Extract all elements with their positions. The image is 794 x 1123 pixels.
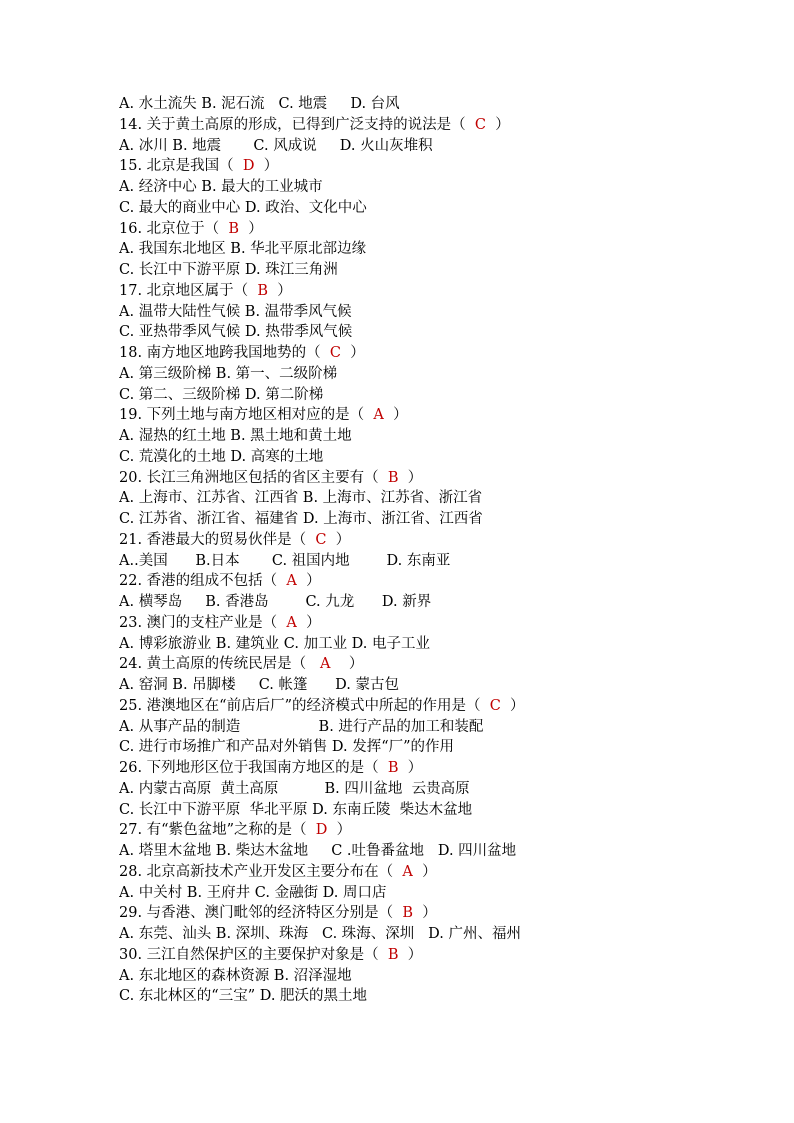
question-line: [119, 654, 759, 675]
question-line: [119, 696, 759, 717]
option-line: [119, 779, 759, 800]
option-line: [119, 717, 759, 738]
option-line: [119, 177, 759, 198]
option-line: [119, 737, 759, 758]
question-bracket: ）: [486, 116, 510, 133]
question-bracket: ）: [326, 531, 351, 548]
option-line: [119, 426, 759, 447]
question-bracket: ）: [500, 697, 525, 714]
answer-letter: B: [387, 946, 399, 963]
answer-letter: A: [373, 407, 384, 424]
question-line: [119, 862, 759, 883]
question-bracket: ）: [239, 220, 263, 237]
option-line: [119, 198, 759, 219]
answer-letter: B: [402, 905, 414, 922]
question-line: [119, 571, 759, 592]
option-text: C. 最大的商业中心 D. 政治、文化中心: [119, 199, 367, 216]
option-text: A. 中关村 B. 王府井 C. 金融街 D. 周口店: [119, 884, 387, 901]
option-text: A. 冰川 B. 地震 C. 风成说 D. 火山灰堆积: [119, 137, 433, 154]
option-line: [119, 966, 759, 987]
option-line: [119, 322, 759, 343]
question-bracket: ）: [413, 905, 437, 922]
option-line: [119, 488, 759, 509]
option-line: [119, 883, 759, 904]
answer-letter: C: [474, 116, 486, 133]
option-text: A. 横琴岛 B. 香港岛 C. 九龙 D. 新界: [119, 594, 432, 610]
question-bracket: ）: [296, 614, 321, 631]
answer-letter: A: [402, 863, 413, 880]
question-text: 20. 长江三角洲地区包括的省区主要有（: [119, 469, 388, 486]
answer-letter: D: [315, 822, 328, 839]
question-text: 28. 北京高新技术产业开发区主要分布在（: [119, 863, 403, 880]
question-line: [119, 156, 759, 177]
option-line: [119, 800, 759, 821]
question-bracket: ）: [398, 760, 423, 776]
answer-letter: D: [242, 158, 255, 175]
question-bracket: ）: [398, 946, 423, 963]
question-text: 15. 北京是我国（: [119, 158, 243, 175]
answer-letter: A: [320, 656, 331, 673]
question-line: [119, 903, 759, 924]
option-text: A. 经济中心 B. 最大的工业城市: [119, 179, 323, 195]
option-line: [119, 924, 759, 945]
question-line: [119, 820, 759, 841]
question-bracket: ）: [268, 282, 292, 299]
option-text: C. 亚热带季风气候 D. 热带季风气候: [119, 324, 353, 341]
question-text: 23. 澳门的支柱产业是（: [119, 614, 287, 631]
option-line: [119, 239, 759, 260]
question-text: 29. 与香港、澳门毗邻的经济特区分别是（: [119, 905, 403, 922]
option-text: A. 博彩旅游业 B. 建筑业 C. 加工业 D. 电子工业: [119, 635, 431, 652]
question-line: [119, 758, 759, 779]
question-bracket: ）: [412, 863, 437, 880]
option-line: [119, 986, 759, 1007]
question-text: 18. 南方地区地跨我国地势的（: [119, 345, 330, 361]
question-line: [119, 219, 759, 240]
option-text: C. 荒漠化的土地 D. 高寒的土地: [119, 448, 324, 465]
answer-letter: A: [286, 614, 297, 631]
question-text: 16. 北京位于（: [119, 220, 229, 237]
option-text: A. 从事产品的制造 B. 进行产品的加工和装配: [119, 718, 484, 735]
question-text: 19. 下列土地与南方地区相对应的是（: [119, 407, 374, 424]
option-line: [119, 841, 759, 862]
option-text: A. 东莞、汕头 B. 深圳、珠海 C. 珠海、深圳 D. 广州、福州: [119, 926, 521, 942]
question-bracket: ）: [383, 407, 408, 424]
option-text: A. 湿热的红土地 B. 黑土地和黄土地: [119, 428, 352, 444]
option-line: [119, 136, 759, 157]
question-bracket: ）: [341, 345, 365, 361]
question-line: [119, 343, 759, 364]
answer-letter: B: [257, 282, 269, 299]
question-text: 24. 黄土高原的传统民居是（: [119, 656, 320, 673]
option-text: A..美国 B.日本 C. 祖国内地 D. 东南亚: [119, 552, 451, 569]
option-text: A. 东北地区的森林资源 B. 沼泽湿地: [119, 967, 352, 984]
option-text: A. 我国东北地区 B. 华北平原北部边缘: [119, 241, 367, 258]
option-text: A. 塔里木盆地 B. 柴达木盆地 C .吐鲁番盆地 D. 四川盆地: [119, 843, 517, 859]
question-text: 26. 下列地形区位于我国南方地区的是（: [119, 760, 388, 776]
question-text: 30. 三江自然保护区的主要保护对象是（: [119, 946, 388, 963]
option-text: A. 内蒙古高原 黄土高原 B. 四川盆地 云贵高原: [119, 780, 470, 797]
option-text: C. 长江中下游平原 D. 珠江三角洲: [119, 262, 338, 278]
option-line: [119, 260, 759, 281]
answer-letter: B: [387, 469, 399, 486]
option-text: A. 水土流失 B. 泥石流 C. 地震 D. 台风: [119, 96, 400, 112]
option-line: [119, 592, 759, 613]
question-bracket: ）: [327, 822, 352, 839]
answer-letter: B: [228, 220, 240, 237]
option-text: C. 长江中下游平原 华北平原 D. 东南丘陵 柴达木盆地: [119, 801, 473, 818]
question-text: 27. 有“紫色盆地”之称的是（: [119, 822, 316, 839]
option-line: [119, 509, 759, 530]
option-text: C. 进行市场推广和产品对外销售 D. 发挥“厂”的作用: [119, 739, 455, 756]
question-text: 21. 香港最大的贸易伙伴是（: [119, 531, 316, 548]
question-line: [119, 115, 759, 136]
option-line: [119, 302, 759, 323]
question-text: 17. 北京地区属于（: [119, 282, 258, 299]
question-bracket: ）: [398, 469, 423, 486]
question-line: [119, 405, 759, 426]
question-line: [119, 468, 759, 489]
question-line: [119, 530, 759, 551]
option-line: [119, 447, 759, 468]
question-text: 14. 关于黄土高原的形成，已得到广泛支持的说法是（: [119, 116, 475, 133]
option-line: [119, 94, 759, 115]
question-line: [119, 945, 759, 966]
option-line: [119, 675, 759, 696]
question-line: [119, 613, 759, 634]
option-line: [119, 634, 759, 655]
answer-letter: C: [489, 697, 501, 714]
option-text: A. 窑洞 B. 吊脚楼 C. 帐篷 D. 蒙古包: [119, 677, 399, 693]
question-bracket: ）: [254, 158, 279, 175]
question-bracket: ）: [296, 573, 321, 590]
question-text: 25. 港澳地区在“前店后厂”的经济模式中所起的作用是（: [119, 697, 490, 714]
option-line: [119, 551, 759, 572]
question-text: 22. 香港的组成不包括（: [119, 573, 287, 590]
answer-letter: C: [329, 345, 341, 361]
option-text: C. 第二、三级阶梯 D. 第二阶梯: [119, 386, 324, 403]
option-text: C. 江苏省、浙江省、福建省 D. 上海市、浙江省、江西省: [119, 511, 483, 527]
option-line: [119, 385, 759, 406]
option-text: A. 上海市、江苏省、江西省 B. 上海市、江苏省、浙江省: [119, 490, 483, 507]
answer-letter: C: [315, 531, 327, 548]
option-text: C. 东北林区的“三宝” D. 肥沃的黑土地: [119, 988, 368, 1005]
option-text: A. 温带大陆性气候 B. 温带季风气候: [119, 303, 352, 320]
question-line: [119, 281, 759, 302]
answer-letter: A: [286, 573, 297, 590]
option-text: A. 第三级阶梯 B. 第一、二级阶梯: [119, 365, 338, 382]
exam-page: [119, 94, 759, 1007]
option-line: [119, 364, 759, 385]
question-bracket: ）: [330, 656, 364, 673]
answer-letter: B: [387, 760, 399, 776]
